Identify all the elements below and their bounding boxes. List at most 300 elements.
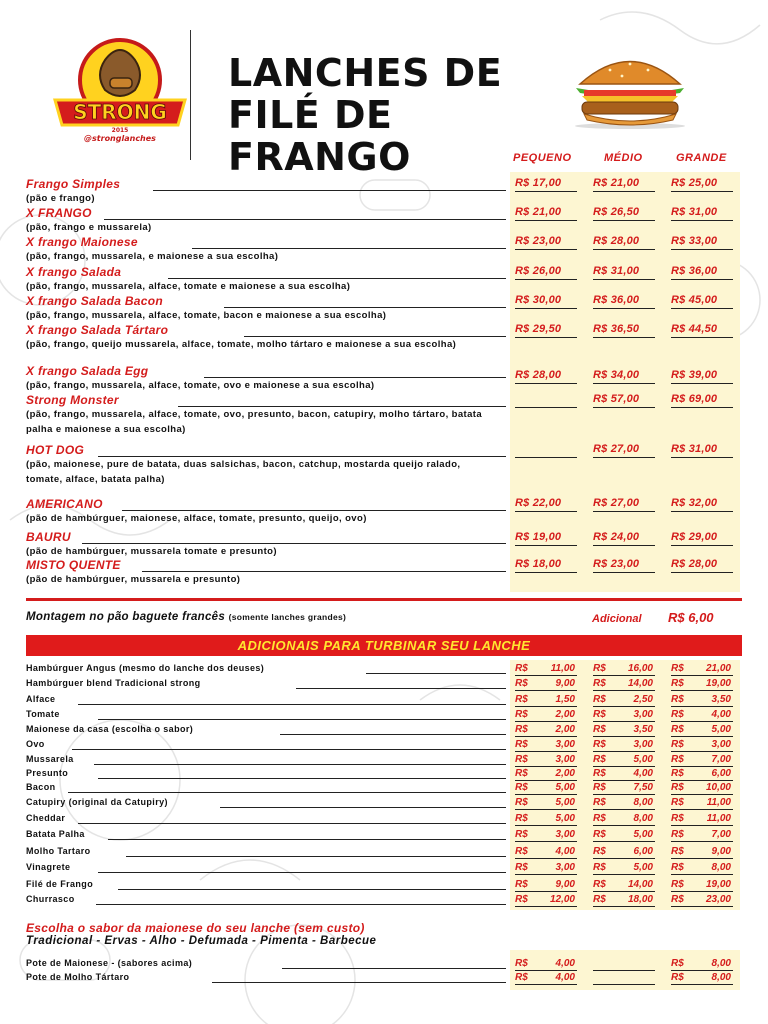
currency-label: R$ [671,724,684,735]
currency-label: R$ [593,739,606,750]
price-value: 6,00 [633,846,653,857]
currency-label: R$ [593,709,606,720]
adicional-price [671,813,731,824]
price-rule [593,572,655,573]
price-rule [515,794,577,795]
price-rule [671,809,733,810]
size-grande: GRANDE [676,152,727,164]
price-rule [671,279,733,280]
item-desc: (pão de hambúrguer, maionese, alface, tomate, presunto, queijo, ovo) [26,513,367,524]
price-rule [593,308,655,309]
price-medio: R$ 57,00 [593,393,640,405]
price-rule [515,511,577,512]
adicional-price [515,678,575,689]
price-rule [515,249,577,250]
price-value: 3,00 [555,754,575,765]
adicional-price [593,694,653,705]
adicional-name: Catupiry (original da Catupiry) [26,797,168,807]
price-rule [515,220,577,221]
price-pequeno: R$ 18,00 [515,558,562,570]
adicional-name: Alface [26,694,56,704]
price-value: 14,00 [627,879,653,890]
pote-row [26,958,746,972]
adicional-row [26,829,746,843]
item-name: Strong Monster [26,393,119,407]
adicional-price [671,894,731,905]
adicional-name: Hambúrguer Angus (mesmo do lanche dos deuses) [26,663,265,673]
price-rule [593,407,655,408]
price-value: 6,00 [711,768,731,779]
price-rule [671,891,733,892]
price-value: 8,00 [711,972,731,983]
price-rule [593,220,655,221]
currency-label: R$ [515,663,528,674]
currency-label: R$ [593,894,606,905]
adicional-rule [220,807,506,808]
adicional-price [515,754,575,765]
price-value: 8,00 [711,862,731,873]
price-value: 4,00 [555,958,575,969]
adicional-rule [108,839,506,840]
price-rule [593,249,655,250]
price-rule [671,858,733,859]
price-grande: R$ 39,00 [671,369,718,381]
price-medio: R$ 21,00 [593,177,640,189]
price-value: 5,00 [711,724,731,735]
price-rule [515,337,577,338]
price-value: 10,00 [705,782,731,793]
price-rule [515,891,577,892]
pote-price [671,972,731,983]
adicional-rule [296,688,506,689]
price-rule [593,511,655,512]
adicional-price [593,663,653,674]
price-value: 4,00 [555,972,575,983]
adicional-rule [126,856,506,857]
adicional-price [671,754,731,765]
adicional-row [26,768,746,782]
price-value: 7,00 [711,829,731,840]
price-rule [671,766,733,767]
adicional-rule [98,719,506,720]
price-rule [515,970,577,971]
adicional-price [593,768,653,779]
item-name: HOT DOG [26,443,85,457]
price-value: 21,00 [705,663,731,674]
svg-text:@stronglanches: @stronglanches [84,134,156,143]
currency-label: R$ [515,829,528,840]
price-rule [671,874,733,875]
adicional-rule [68,792,506,793]
adicional-name: Mussarela [26,754,74,764]
price-value: 4,00 [555,846,575,857]
price-value: 18,00 [627,894,653,905]
price-value: 9,00 [555,879,575,890]
currency-label: R$ [515,709,528,720]
size-headers [510,152,750,166]
price-pequeno: R$ 21,00 [515,206,562,218]
adicional-price [515,797,575,808]
currency-label: R$ [593,813,606,824]
item-desc: (pão, frango e mussarela) [26,222,152,233]
price-medio: R$ 31,00 [593,265,640,277]
currency-label: R$ [593,663,606,674]
adicional-price [671,797,731,808]
currency-label: R$ [671,709,684,720]
currency-label: R$ [671,813,684,824]
item-name: AMERICANO [26,497,103,511]
price-rule [515,706,577,707]
price-rule [515,721,577,722]
adicional-price [515,694,575,705]
price-rule [671,736,733,737]
item-name: X FRANGO [26,206,92,220]
price-rule [671,706,733,707]
title-line-1: LANCHES DE [228,51,503,95]
adicional-price [671,862,731,873]
title-line-2: FILÉ DE FRANGO [228,93,411,179]
adicional-price [515,862,575,873]
price-value: 8,00 [633,797,653,808]
price-value: 11,00 [706,813,731,824]
price-grande: R$ 33,00 [671,235,718,247]
price-pequeno: R$ 17,00 [515,177,562,189]
adicional-row [26,782,746,796]
adicional-row [26,724,746,738]
price-value: 3,50 [711,694,731,705]
item-name: X frango Salada Bacon [26,294,163,308]
adicional-price [671,724,731,735]
price-rule [671,970,733,971]
adicional-rule [280,734,506,735]
price-rule [671,721,733,722]
price-rule [515,766,577,767]
price-value: 3,00 [555,739,575,750]
price-grande: R$ 31,00 [671,443,718,455]
price-value: 8,00 [711,958,731,969]
price-rule [593,906,655,907]
price-rule [515,809,577,810]
price-rule [515,825,577,826]
adicional-price [593,678,653,689]
price-value: 9,00 [555,678,575,689]
price-rule [515,751,577,752]
price-medio: R$ 26,50 [593,206,640,218]
currency-label: R$ [515,894,528,905]
currency-label: R$ [671,797,684,808]
price-value: 4,00 [711,709,731,720]
adicional-price [515,663,575,674]
price-rule [593,825,655,826]
price-value: 1,50 [555,694,575,705]
price-rule [593,337,655,338]
price-pequeno: R$ 29,50 [515,323,562,335]
pote-rule [282,968,506,969]
currency-label: R$ [671,958,684,969]
price-rule [593,279,655,280]
price-rule [593,191,655,192]
adicional-rule [118,889,506,890]
adicional-row [26,879,746,893]
section-divider [26,598,742,601]
adicional-price [515,813,575,824]
price-pequeno: R$ 22,00 [515,497,562,509]
price-rule [593,780,655,781]
price-value: 5,00 [555,813,575,824]
item-desc: (pão de hambúrguer, mussarela e presunto) [26,574,241,585]
price-value: 3,50 [633,724,653,735]
currency-label: R$ [593,797,606,808]
adicional-price [515,768,575,779]
price-pequeno: R$ 19,00 [515,531,562,543]
adicional-price [671,678,731,689]
adicional-price [593,797,653,808]
price-value: 4,00 [633,768,653,779]
price-value: 14,00 [627,678,653,689]
price-value: 7,00 [711,754,731,765]
size-medio: MÉDIO [604,152,643,164]
price-value: 5,00 [633,754,653,765]
currency-label: R$ [593,846,606,857]
price-rule [515,984,577,985]
page-title [228,52,548,178]
price-medio: R$ 27,00 [593,443,640,455]
pote-name: Pote de Molho Tártaro [26,972,130,982]
price-rule [671,511,733,512]
price-rule [671,249,733,250]
item-desc: (pão, frango, mussarela, alface, tomate, bacon e maionese a sua escolha) [26,310,387,321]
price-value: 19,00 [705,678,731,689]
pote-price [671,958,731,969]
price-grande: R$ 44,50 [671,323,718,335]
currency-label: R$ [515,678,528,689]
currency-label: R$ [515,958,528,969]
currency-label: R$ [593,862,606,873]
currency-label: R$ [593,829,606,840]
currency-label: R$ [671,862,684,873]
price-rule [593,874,655,875]
price-rule [515,572,577,573]
adicional-name: Cheddar [26,813,66,823]
price-rule [515,545,577,546]
price-grande: R$ 31,00 [671,206,718,218]
price-rule [515,858,577,859]
item-desc: (pão, frango, mussarela, alface, tomate, ovo e maionese a sua escolha) [26,380,375,391]
adicional-row [26,813,746,827]
mayo-flavors: Tradicional - Ervas - Alho - Defumada - Pimenta - Barbecue [26,935,377,947]
currency-label: R$ [515,879,528,890]
item-name: MISTO QUENTE [26,558,121,572]
item-desc: (pão, frango, mussarela, e maionese a sua escolha) [26,251,279,262]
currency-label: R$ [515,724,528,735]
price-value: 7,50 [633,782,653,793]
adicional-name: Molho Tartaro [26,846,91,856]
price-rule [515,383,577,384]
price-value: 2,00 [555,724,575,735]
adicional-price [515,846,575,857]
adicional-price [593,846,653,857]
pote-rule [212,982,506,983]
price-rule [515,736,577,737]
adicional-rule [98,778,506,779]
adicional-price [593,739,653,750]
baguete-note: (somente lanches grandes) [228,612,347,622]
price-grande: R$ 25,00 [671,177,718,189]
price-rule [515,906,577,907]
header-divider [190,30,191,160]
item-name: BAURU [26,530,71,544]
price-rule [593,970,655,971]
price-rule [515,407,577,408]
adicional-name: Tomate [26,709,60,719]
currency-label: R$ [593,754,606,765]
pote-price [515,972,575,983]
price-rule [593,675,655,676]
currency-label: R$ [593,694,606,705]
price-medio: R$ 36,50 [593,323,640,335]
adicional-rule [366,673,506,674]
price-value: 3,00 [555,829,575,840]
price-grande: R$ 36,00 [671,265,718,277]
currency-label: R$ [515,862,528,873]
price-medio: R$ 24,00 [593,531,640,543]
price-value: 9,00 [711,846,731,857]
adicional-price [593,894,653,905]
adicional-rule [94,764,506,765]
price-rule [593,751,655,752]
adicional-price [671,846,731,857]
currency-label: R$ [515,754,528,765]
price-pequeno: R$ 26,00 [515,265,562,277]
currency-label: R$ [593,768,606,779]
price-rule [671,191,733,192]
item-name: X frango Salada [26,265,122,279]
pote-name: Pote de Maionese - (sabores acima) [26,958,193,968]
adicional-price [515,709,575,720]
price-medio: R$ 34,00 [593,369,640,381]
price-value: 11,00 [706,797,731,808]
currency-label: R$ [593,724,606,735]
price-rule [671,984,733,985]
pote-price [515,958,575,969]
price-rule [671,780,733,781]
price-medio: R$ 36,00 [593,294,640,306]
item-desc: (pão de hambúrguer, mussarela tomate e presunto) [26,546,277,557]
price-value: 3,00 [555,862,575,873]
item-desc: (pão, maionese, pure de batata, duas salsichas, bacon, catchup, mostarda queijo ralado, tomate, alface, batata palha) [26,459,461,485]
adicional-price [671,694,731,705]
item-name: X frango Maionese [26,235,138,249]
currency-label: R$ [593,782,606,793]
currency-label: R$ [671,782,684,793]
adicional-price [671,768,731,779]
price-rule [515,191,577,192]
price-value: 5,00 [633,862,653,873]
currency-label: R$ [593,879,606,890]
price-rule [671,572,733,573]
price-value: 12,00 [549,894,575,905]
adicional-row [26,678,746,692]
adicional-row [26,846,746,860]
currency-label: R$ [671,972,684,983]
price-medio: R$ 28,00 [593,235,640,247]
adicional-name: Presunto [26,768,69,778]
price-rule [593,841,655,842]
adicional-price [671,879,731,890]
price-rule [593,984,655,985]
price-rule [671,906,733,907]
currency-label: R$ [671,739,684,750]
adicional-price [671,709,731,720]
price-rule [593,383,655,384]
adicional-rule [78,704,506,705]
adicional-name: Hambúrguer blend Tradicional strong [26,678,201,688]
item-desc: (pão e frango) [26,193,95,204]
adicional-row [26,894,746,908]
item-desc: (pão, frango, mussarela, alface, tomate, ovo, presunto, bacon, catupiry, molho tártaro, batata palha e maionese a sua escolha) [26,409,483,435]
price-rule [671,457,733,458]
price-value: 3,00 [633,739,653,750]
adicional-name: Filé de Frango [26,879,94,889]
svg-text:2015: 2015 [111,127,129,134]
currency-label: R$ [515,782,528,793]
currency-label: R$ [515,739,528,750]
currency-label: R$ [671,846,684,857]
price-medio: R$ 23,00 [593,558,640,570]
price-rule [515,780,577,781]
price-rule [671,407,733,408]
adicional-price [593,754,653,765]
baguete-label: Montagem no pão baguete francês [26,611,226,623]
adicional-name: Churrasco [26,894,75,904]
currency-label: R$ [671,754,684,765]
adicional-price [593,829,653,840]
price-value: 2,00 [555,768,575,779]
price-value: 2,00 [555,709,575,720]
price-pequeno: R$ 23,00 [515,235,562,247]
baguete-option [26,611,346,623]
adicional-row [26,797,746,811]
adicional-name: Vinagrete [26,862,71,872]
price-rule [671,690,733,691]
currency-label: R$ [671,678,684,689]
adicional-price [671,782,731,793]
price-value: 8,00 [633,813,653,824]
adicional-row [26,663,746,677]
price-value: 19,00 [705,879,731,890]
price-value: 23,00 [705,894,731,905]
price-rule [515,874,577,875]
price-rule [671,308,733,309]
price-value: 3,00 [711,739,731,750]
adicional-price [671,739,731,750]
price-value: 2,50 [633,694,653,705]
price-rule [593,545,655,546]
adicional-name: Ovo [26,739,45,749]
currency-label: R$ [671,829,684,840]
price-value: 5,00 [633,829,653,840]
adicional-rule [96,904,506,905]
price-rule [671,383,733,384]
price-rule [515,675,577,676]
price-rule [671,825,733,826]
currency-label: R$ [515,694,528,705]
price-rule [515,308,577,309]
strong-logo [50,30,190,145]
adicional-name: Bacon [26,782,56,792]
price-rule [593,891,655,892]
adicional-price [515,894,575,905]
